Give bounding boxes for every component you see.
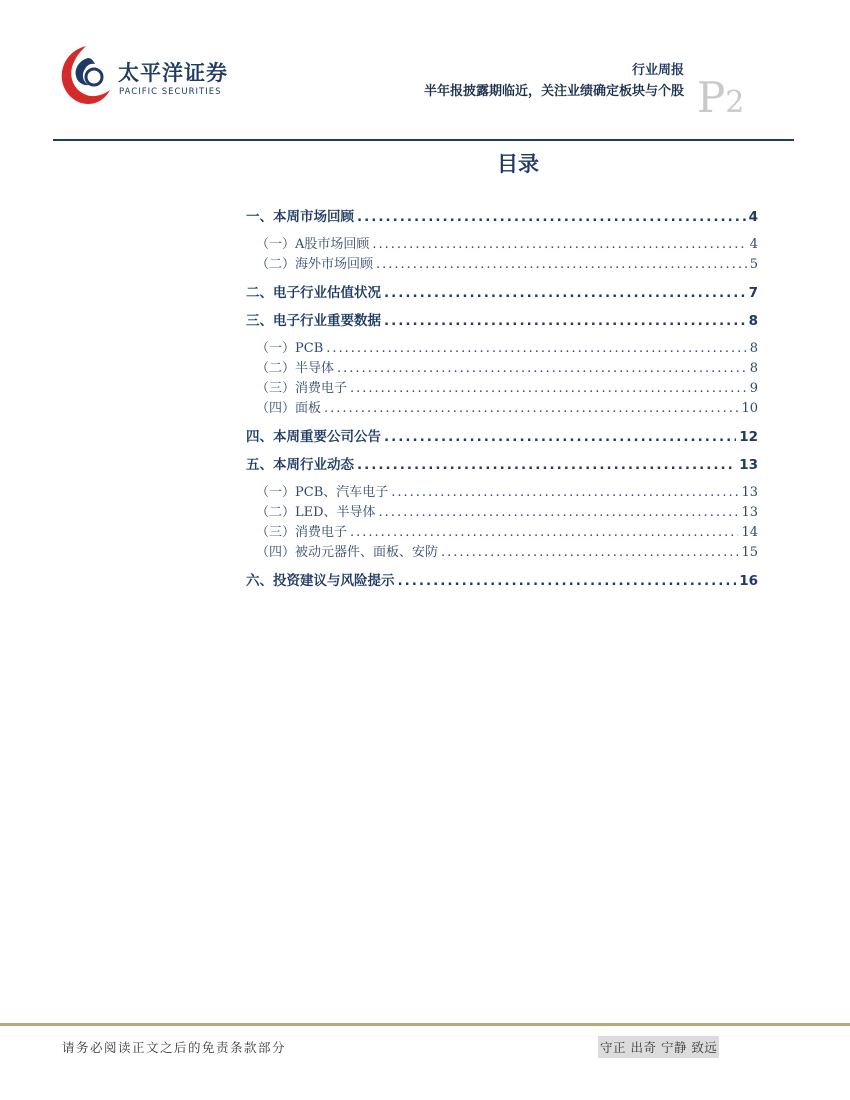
toc-entry[interactable]: [246, 233, 758, 252]
footer-disclaimer-note: 请务必阅读正文之后的免责条款部分: [62, 1040, 287, 1055]
toc-leader: [398, 573, 737, 589]
toc-entry[interactable]: [246, 521, 758, 540]
toc-entry-label: （四）面板: [256, 401, 322, 416]
toc-entry-label: 二、电子行业估值状况: [246, 285, 381, 301]
pacific-securities-logo-icon: [58, 44, 114, 106]
toc-entry[interactable]: [246, 481, 758, 500]
toc-leader: [357, 457, 736, 473]
toc-leader: [441, 545, 738, 560]
toc-entry-page: 4: [749, 237, 758, 252]
report-type: 行业周报: [631, 63, 684, 78]
toc-entry[interactable]: [246, 205, 758, 225]
toc-entry[interactable]: [246, 397, 758, 416]
toc-entry[interactable]: [246, 377, 758, 396]
toc-entry-label: （三）消费电子: [256, 525, 348, 540]
toc-entry-page: 5: [749, 257, 758, 272]
toc-leader: [376, 257, 747, 272]
page-number: [697, 73, 744, 122]
toc-leader: [326, 341, 746, 356]
toc-entry[interactable]: [246, 253, 758, 272]
footer-divider: [0, 1023, 850, 1026]
toc-leader: [357, 209, 746, 225]
toc-entry[interactable]: [246, 357, 758, 376]
toc-entry-label: （一）PCB: [256, 341, 324, 356]
toc-entry-page: 8: [749, 361, 758, 376]
toc-entry-page: 14: [741, 525, 758, 540]
toc-entry-label: （一）PCB、汽车电子: [256, 485, 389, 500]
toc-entry[interactable]: [246, 569, 758, 589]
toc-entry[interactable]: [246, 541, 758, 560]
page-number-letter: P: [697, 73, 726, 122]
toc-entry[interactable]: [246, 425, 758, 445]
logo-english-name: PACIFIC SECURITIES: [119, 87, 222, 97]
toc-leader: [384, 429, 736, 445]
toc-entry-page: 15: [741, 545, 758, 560]
toc-entry-page: 16: [739, 573, 758, 589]
company-logo: [58, 44, 258, 114]
toc-leader: [384, 285, 746, 301]
toc-entry-page: 13: [741, 485, 758, 500]
toc-leader: [350, 525, 738, 540]
toc-entry-label: 六、投资建议与风险提示: [246, 573, 395, 589]
toc-entry-label: 三、电子行业重要数据: [246, 313, 381, 329]
toc-entry-page: 13: [741, 505, 758, 520]
toc-entry-page: 4: [748, 209, 758, 225]
toc-leader: [324, 401, 738, 416]
toc-entry-label: 一、本周市场回顾: [246, 209, 354, 225]
logo-chinese-name: 太平洋证券: [118, 61, 228, 85]
toc-entry-label: （三）消费电子: [256, 381, 348, 396]
toc-entry-label: （四）被动元器件、面板、安防: [256, 545, 439, 560]
toc-entry-label: （二）LED、半导体: [256, 505, 376, 520]
toc-entry-page: 8: [748, 313, 758, 329]
toc-entry[interactable]: [246, 309, 758, 329]
toc-entry-page: 12: [739, 429, 758, 445]
footer-motto: 守正 出奇 宁静 致远: [598, 1036, 719, 1058]
toc-leader: [372, 237, 746, 252]
toc-leader: [391, 485, 738, 500]
toc-title: 目录: [497, 152, 539, 176]
toc-entry-label: 四、本周重要公司公告: [246, 429, 381, 445]
toc-entry-page: 13: [739, 457, 758, 473]
toc-entry[interactable]: [246, 281, 758, 301]
toc-entry[interactable]: [246, 453, 758, 473]
toc-entry[interactable]: [246, 501, 758, 520]
header-divider: [53, 139, 794, 141]
toc-entry[interactable]: [246, 337, 758, 356]
toc-leader: [350, 381, 747, 396]
toc-entry-label: （二）海外市场回顾: [256, 257, 374, 272]
toc-entry-page: 8: [749, 341, 758, 356]
toc-leader: [337, 361, 747, 376]
toc-entry-label: 五、本周行业动态: [246, 457, 354, 473]
toc-leader: [384, 313, 746, 329]
toc-entry-page: 9: [749, 381, 758, 396]
toc-entry-page: 10: [741, 401, 758, 416]
toc-entry-label: （二）半导体: [256, 361, 335, 376]
toc-entry-label: （一）A股市场回顾: [256, 237, 370, 252]
toc-entry-page: 7: [748, 285, 758, 301]
page-number-digit: 2: [725, 85, 745, 120]
toc-leader: [379, 505, 739, 520]
report-title: 半年报披露期临近，关注业绩确定板块与个股: [423, 84, 684, 99]
